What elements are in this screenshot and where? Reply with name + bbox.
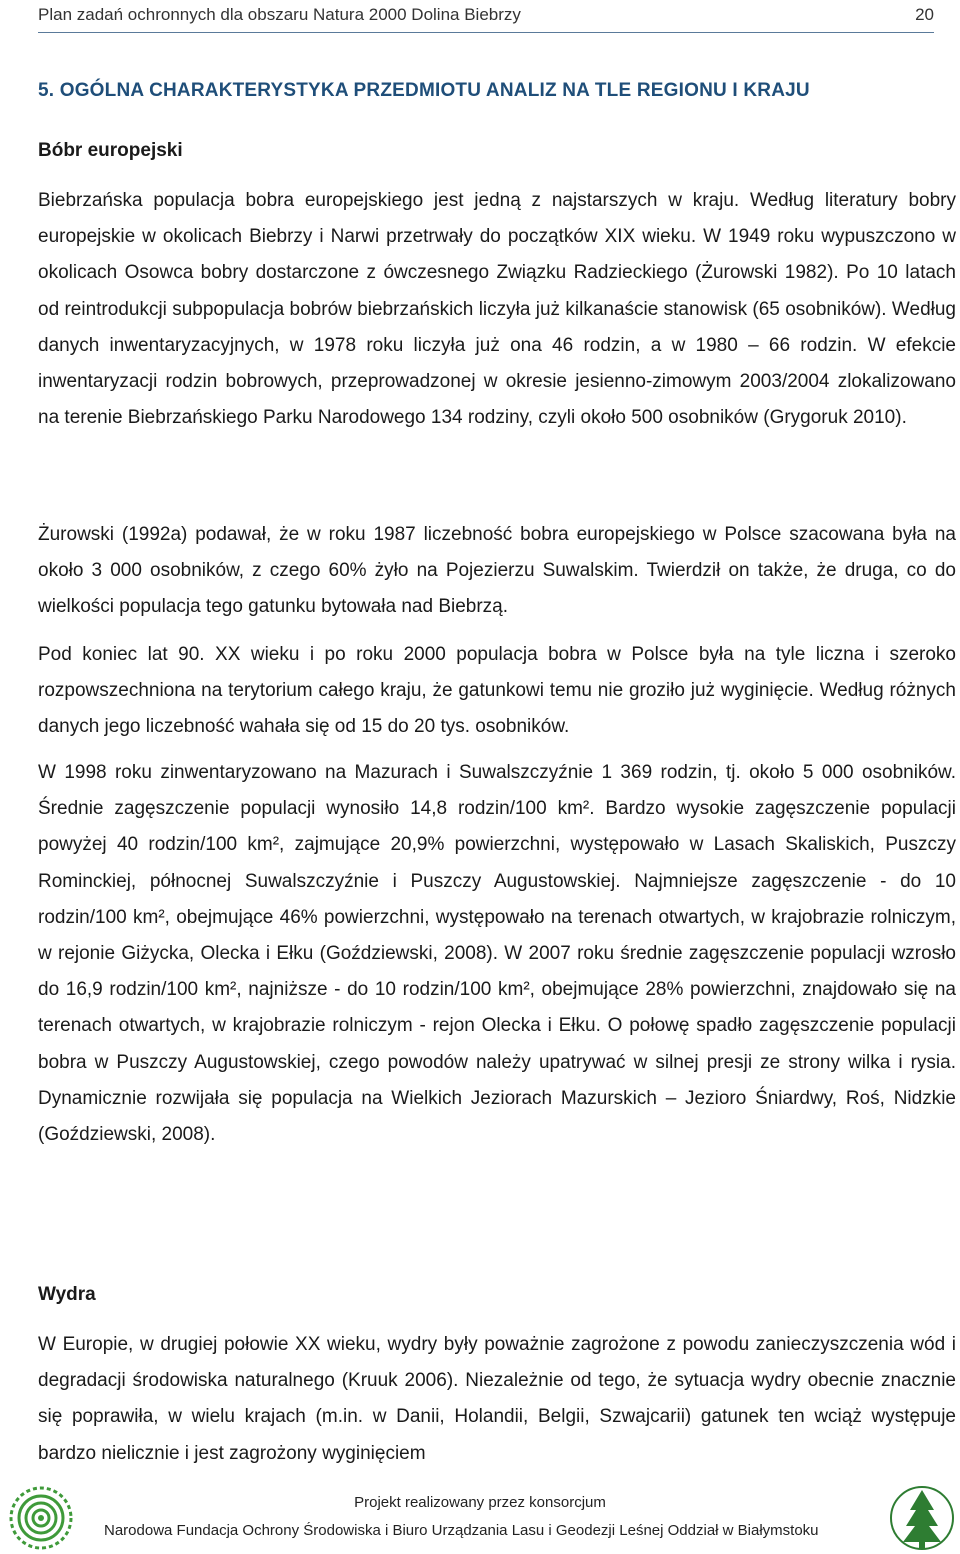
section-title: 5. OGÓLNA CHARAKTERYSTYKA PRZEDMIOTU ANALIZ NA TLE REGIONU I KRAJU — [38, 80, 810, 101]
page-footer — [0, 1470, 960, 1554]
header-divider — [38, 32, 934, 33]
page-header — [38, 0, 934, 30]
paragraph-bobr-2: Żurowski (1992a) podawał, że w roku 1987 liczebność bobra europejskiego w Polsce szacowana była na około 3 000 osobników, z czego 60% żyło na Pojezierzu Suwalskim. Twierdził on także, że druga, co do wielkości populacja tego gatunku bytowała nad Biebrzą. — [38, 524, 956, 618]
page-number: 20 — [915, 5, 934, 24]
paragraph-bobr-4: W 1998 roku zinwentaryzowano na Mazurach i Suwalszczyźnie 1 369 rodzin, tj. około 5 000 osobników. Średnie zagęszczenie populacji wynosiło 14,8 rodzin/100 km². Bardzo wysokie zagęszczenie populacji powyżej 40 rodzin/100 km², zajmujące 20,9% powierzchni, występowało w Lasach Skaliskich, Puszczy Rominckiej, północnej Suwalszczyźnie i Puszczy Augustowskiej. Najmniejsze zagęszczenie - do 10 rodzin/100 km², obejmujące 46% powierzchni, występowało na terenach otwartych, w krajobrazie rolniczym, w rejonie Giżycka, Olecka i Ełku (Goździewski, 2008). W 2007 roku średnie zagęszczenie populacji wzrosło do 16,9 rodzin/100 km², najniższe - do 10 rodzin/100 km², obejmujące 28% powierzchni, znajdowało się na terenach otwartych, w krajobrazie rolniczym - rejon Olecka i Ełku. O połowę spadło zagęszczenie populacji bobra w Puszczy Augustowskiej, czego powodów należy upatrywać w silnej presji ze strony wilka i rysia. Dynamicznie rozwijała się populacja na Wielkich Jeziorach Mazurskich – Jezioro Śniardwy, Roś, Nidzkie (Goździewski, 2008). — [38, 762, 956, 1146]
nfos-logo-icon — [4, 1478, 78, 1552]
forest-tree-logo-icon — [888, 1484, 956, 1552]
document-title: Plan zadań ochronnych dla obszaru Natura 2000 Dolina Biebrzy — [38, 5, 521, 24]
footer-consortium-label: Projekt realizowany przez konsorcjum — [354, 1494, 606, 1511]
heading-bobr: Bóbr europejski — [38, 140, 183, 161]
paragraph-bobr-1: Biebrzańska populacja bobra europejskiego jest jedną z najstarszych w kraju. Według literatury bobry europejskie w okolicach Biebrzy i Narwi przetrwały do początków XIX wieku. W 1949 roku wypuszczono w okolicach Osowca bobry dostarczone z ówczesnego Związku Radzieckiego (Żurowski 1982). Po 10 latach od reintrodukcji subpopulacja bobrów biebrzańskich liczyła już kilkanaście stanowisk (65 osobników). Według danych inwentaryzacyjnych, w 1978 roku liczyła już ona 46 rodzin, a w 1980 – 66 rodzin. W efekcie inwentaryzacji rodzin bobrowych, przeprowadzonej w okresie jesienno-zimowym 2003/2004 zlokalizowano na terenie Biebrzańskiego Parku Narodowego 134 rodziny, czyli około 500 osobników (Grygoruk 2010). — [38, 190, 956, 429]
paragraph-bobr-3: Pod koniec lat 90. XX wieku i po roku 2000 populacja bobra w Polsce była na tyle liczna i szeroko rozpowszechniona na terytorium całego kraju, że gatunkowi temu nie groziło już wyginięcie. Według różnych danych jego liczebność wahała się od 15 do 20 tys. osobników. — [38, 644, 956, 738]
paragraph-wydra-1: W Europie, w drugiej połowie XX wieku, wydry były poważnie zagrożone z powodu zanieczyszczenia wód i degradacji środowiska naturalnego (Kruuk 2006). Niezależnie od tego, że sytuacja wydry obecnie znacznie się poprawiła, w wielu krajach (m.in. w Danii, Holandii, Belgii, Szwajcarii) gatunek ten wciąż występuje bardzo nielicznie i jest zagrożony wyginięciem — [38, 1334, 956, 1464]
footer-partners: Narodowa Fundacja Ochrony Środowiska i Biuro Urządzania Lasu i Geodezji Leśnej Oddział w Białymstoku — [104, 1522, 819, 1539]
heading-wydra: Wydra — [38, 1284, 96, 1305]
